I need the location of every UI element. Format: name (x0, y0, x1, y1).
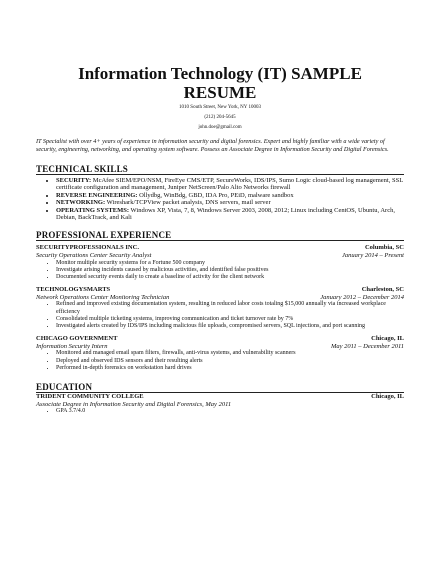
degree-row (36, 401, 404, 409)
company-name: CHICAGO GOVERNMENT (36, 335, 118, 343)
job-bullet: • Refined and improved existing documentation system, resulting in reduced labor costs totaling $15,000 annually via increased workplace efficiency (56, 301, 404, 315)
phone: (212) 204-5645 (204, 115, 236, 120)
job-bullet: • Monitor multiple security systems for a Fortune 500 company (56, 260, 404, 267)
school-name: TRIDENT COMMUNITY COLLEGE (36, 393, 144, 401)
job-bullet: • Consolidated multiple ticketing systems, improving communication and ticket turnover rate by 7% (56, 316, 404, 323)
education-bullets (36, 408, 404, 415)
job-location: Columbia, SC (364, 244, 404, 252)
job-location: Charleston, SC (361, 286, 404, 294)
skill-label: REVERSE ENGINEERING: (56, 191, 138, 199)
resume-header (0, 0, 440, 132)
job-bullets (36, 301, 404, 330)
job-bullet: • Documented security events daily to create a baseline of activity for the client network (56, 274, 404, 281)
job-dates: January 2014 – Present (341, 252, 404, 260)
skills-list (36, 177, 404, 221)
job-bullet: • Monitored and managed email spam filters, firewalls, anti-virus systems, and vulnerability scanners (56, 350, 404, 357)
gpa: • GPA 3.7/4.0 (56, 408, 404, 415)
job-bullets (36, 260, 404, 282)
job-bullet: • Deployed and observed IDS sensors and their resulting alerts (56, 358, 404, 365)
email: john.doe@gmail.com (198, 125, 242, 130)
company-name: SECURITYPROFESSIONALS INC. (36, 244, 139, 252)
skill-text: Windows XP, Vista, 7, 8, Windows Server 2003, 2008, 2012; Linux including CentOS, Ubuntu, Arch, Debian, BackTrack, and Kali (56, 206, 395, 222)
school-location: Chicago, IL (371, 393, 404, 401)
skill-label: SECURITY: (56, 177, 92, 184)
job-dates: May 2011 – December 2011 (330, 342, 404, 350)
skill-item (56, 177, 404, 192)
skill-text: McAfee SIEM/EPO/NSM, FireEye CMS/ETP, SecureWorks, IDS/IPS, Sumo Logic cloud-based log management, SSL certificate configuration and management, Juniper NetScreen/Palo Alto Networks firewall (56, 177, 403, 192)
job-role: Information Security Intern (36, 342, 108, 350)
job-location: Chicago, IL (371, 335, 404, 343)
job-header (36, 244, 404, 252)
resume-title-line2: RESUME (183, 83, 257, 102)
education-heading: EDUCATION (36, 382, 404, 393)
degree: Associate Degree in Information Security and Digital Forensics, May 2011 (36, 400, 232, 408)
skills-heading: TECHNICAL SKILLS (36, 164, 404, 175)
address: 1010 South Street, New York, NY 10003 (179, 105, 261, 110)
skills-section (36, 164, 404, 221)
skill-label: NETWORKING: (56, 199, 106, 207)
job-bullet: • Performed in-depth forensics on workstation hard drives (56, 365, 404, 372)
job-entry (36, 244, 404, 281)
job-entry (36, 335, 404, 372)
job-bullet: • Investigated alerts created by IDS/IPS including malicious file uploads, compromised servers, SQL injections, and port scanning (56, 323, 404, 330)
skill-item (56, 199, 404, 206)
company-name: TECHNOLOGYSMARTS (36, 286, 111, 294)
job-entry (36, 286, 404, 330)
resume-title-line1: Information Technology (IT) SAMPLE (78, 64, 362, 83)
skill-item (56, 192, 404, 199)
skill-item (56, 207, 404, 222)
job-role: Security Operations Center Security Analyst (36, 252, 152, 260)
job-bullet: • Investigate arising incidents caused by malicious activities, and identified false positives (56, 267, 404, 274)
job-dates: January 2012 – December 2014 (320, 293, 404, 301)
skill-text: Ollydbg, WinBdg, GBD, IDA Pro, PEiD, malware sandbox (137, 191, 294, 199)
school-header (36, 393, 404, 401)
job-subheader (36, 252, 404, 260)
experience-heading: PROFESSIONAL EXPERIENCE (36, 230, 404, 241)
job-header (36, 335, 404, 343)
summary: IT Specialist with over 4+ years of experience in information security and digital forensics. Expert and highly familiar with a wide variety of security, engineering, networking, and operating system software. Possess an Associate Degree in Information Security and Digital Forensics. (36, 138, 389, 153)
skill-label: OPERATING SYSTEMS: (56, 206, 130, 214)
skill-text: Wireshark/TCPView packet analysis, DNS servers, mail server (105, 199, 271, 207)
education-section (36, 382, 404, 415)
job-role: Network Operations Center Monitoring Technician (36, 293, 170, 301)
job-bullets (36, 350, 404, 372)
experience-section (36, 230, 404, 372)
job-header (36, 286, 404, 294)
